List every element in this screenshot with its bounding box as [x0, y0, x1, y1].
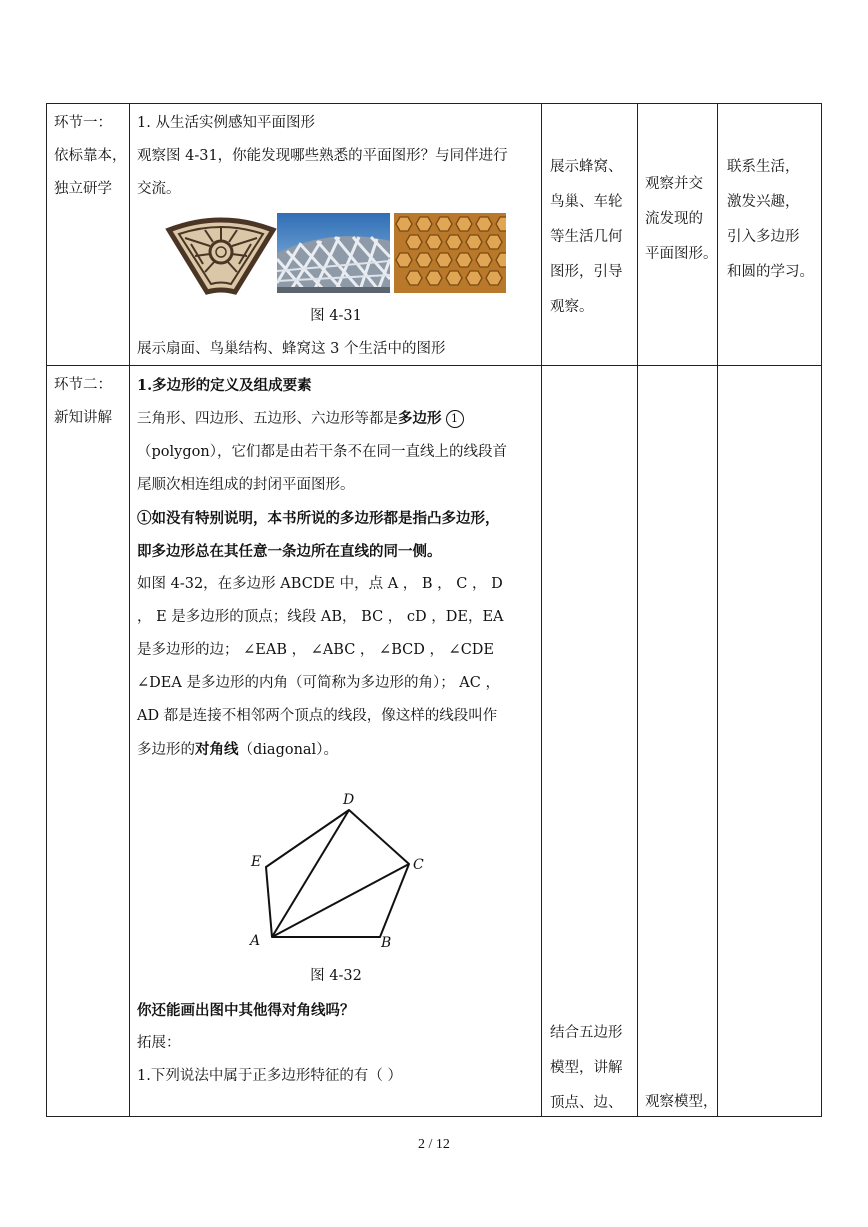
- stage-line: 环节一：: [54, 115, 112, 131]
- teacher-line: 图形，引导: [550, 264, 623, 280]
- intent-line: 联系生活，: [727, 159, 800, 175]
- text-line: AD 都是连接不相邻两个顶点的线段，像这样的线段叫作: [137, 708, 498, 724]
- honeycomb-image: [394, 213, 506, 293]
- column-divider: [637, 104, 638, 1116]
- figure-caption: 图 4-31: [310, 308, 362, 324]
- student-line: 观察并交: [645, 176, 703, 192]
- diagonal-ad: [272, 810, 349, 937]
- teacher-line: 展示蜂窝、: [550, 159, 623, 175]
- stage-line: 新知讲解: [54, 410, 112, 426]
- stage-cell-2: [54, 369, 124, 435]
- text-line: 观察图 4-31，你能发现哪些熟悉的平面图形？与同伴进行: [137, 148, 508, 164]
- text-line: 交流。: [137, 181, 181, 197]
- vertex-a-label: A: [250, 933, 261, 949]
- footnote-marker: 1: [446, 410, 464, 428]
- teacher-line: 模型，讲解: [550, 1060, 623, 1076]
- text-span: （diagonal）。: [238, 742, 338, 758]
- content-cell-1: [137, 107, 535, 206]
- student-line: 流发现的: [645, 211, 703, 227]
- stage-line: 环节二：: [54, 377, 112, 393]
- note-line: ①如没有特别说明，本书所说的多边形都是指凸多边形，: [137, 510, 500, 527]
- teacher-line: 观察。: [550, 299, 594, 315]
- vertex-e-label: E: [251, 854, 262, 870]
- teacher-activity-2: [550, 1016, 635, 1121]
- section-heading: 1.多边形的定义及组成要素: [137, 377, 312, 394]
- definition-line: [137, 402, 535, 436]
- text-line: 是多边形的边； ∠EAB ， ∠ABC ， ∠BCD ， ∠CDE: [137, 642, 495, 658]
- teacher-line: 结合五边形: [550, 1025, 623, 1041]
- intent-line: 激发兴趣，: [727, 194, 800, 210]
- text-line: 尾顺次相连组成的封闭平面图形。: [137, 477, 355, 493]
- column-divider: [541, 104, 542, 1116]
- birds-nest-image: [277, 213, 390, 293]
- student-line: 观察模型，: [645, 1094, 718, 1110]
- teacher-line: 等生活几何: [550, 229, 623, 245]
- vertex-b-label: B: [381, 935, 392, 949]
- text-line: ∠DEA 是多边形的内角（可简称为多边形的角）； AC ，: [137, 675, 500, 691]
- text-line: 展示扇面、鸟巢结构、蜂窝这 3 个生活中的图形: [137, 341, 446, 357]
- stage-line: 依标靠本，: [54, 148, 127, 164]
- note-line: 即多边形总在其任意一条边所在直线的同一侧。: [137, 543, 442, 560]
- term-diagonal: 对角线: [195, 741, 239, 758]
- fan-window-image: [165, 216, 277, 296]
- lesson-table: [46, 103, 822, 1117]
- text-line: 如图 4-32，在多边形 ABCDE 中，点 A ， B ， C ， D: [137, 576, 503, 592]
- diagonal-ac: [272, 864, 409, 937]
- text-span: 三角形、四边形、五边形、六边形等都是: [137, 411, 398, 427]
- term-polygon: 多边形: [398, 410, 442, 427]
- figure-caption: 图 4-32: [310, 968, 362, 984]
- teacher-line: 鸟巢、车轮: [550, 194, 623, 210]
- exercise-line: 1.下列说法中属于正多边形特征的有（ ）: [137, 1068, 402, 1084]
- stage-line: 独立研学: [54, 181, 112, 197]
- page-number: 2 / 12: [418, 1137, 450, 1152]
- content-cell-2-tail: [137, 994, 535, 1093]
- student-activity-1: [645, 167, 719, 272]
- teacher-activity-1: [550, 150, 635, 325]
- column-divider: [129, 104, 130, 1116]
- content-cell-2: [137, 369, 535, 767]
- vertex-c-label: C: [413, 857, 424, 873]
- student-line: 平面图形。: [645, 246, 718, 262]
- student-activity-2: [645, 1085, 719, 1120]
- pentagon-figure: [237, 787, 437, 949]
- stage-cell-1: [54, 107, 127, 206]
- intent-line: 引入多边形: [727, 229, 800, 245]
- vertex-d-label: D: [343, 792, 355, 808]
- question-line: 你还能画出图中其他得对角线吗？: [137, 1002, 355, 1019]
- teacher-line: 顶点、边、: [550, 1095, 623, 1111]
- section-heading: 1. 从生活实例感知平面图形: [137, 115, 315, 131]
- text-line: ， E 是多边形的顶点；线段 AB， BC ， cD ，DE，EA: [137, 609, 504, 625]
- text-line: 拓展：: [137, 1035, 181, 1051]
- text-line: [137, 733, 535, 767]
- design-intent-1: [727, 150, 819, 290]
- text-span: 多边形的: [137, 742, 195, 758]
- intent-line: 和圆的学习。: [727, 264, 814, 280]
- text-line: （polygon），它们都是由若干条不在同一直线上的线段首: [137, 444, 507, 460]
